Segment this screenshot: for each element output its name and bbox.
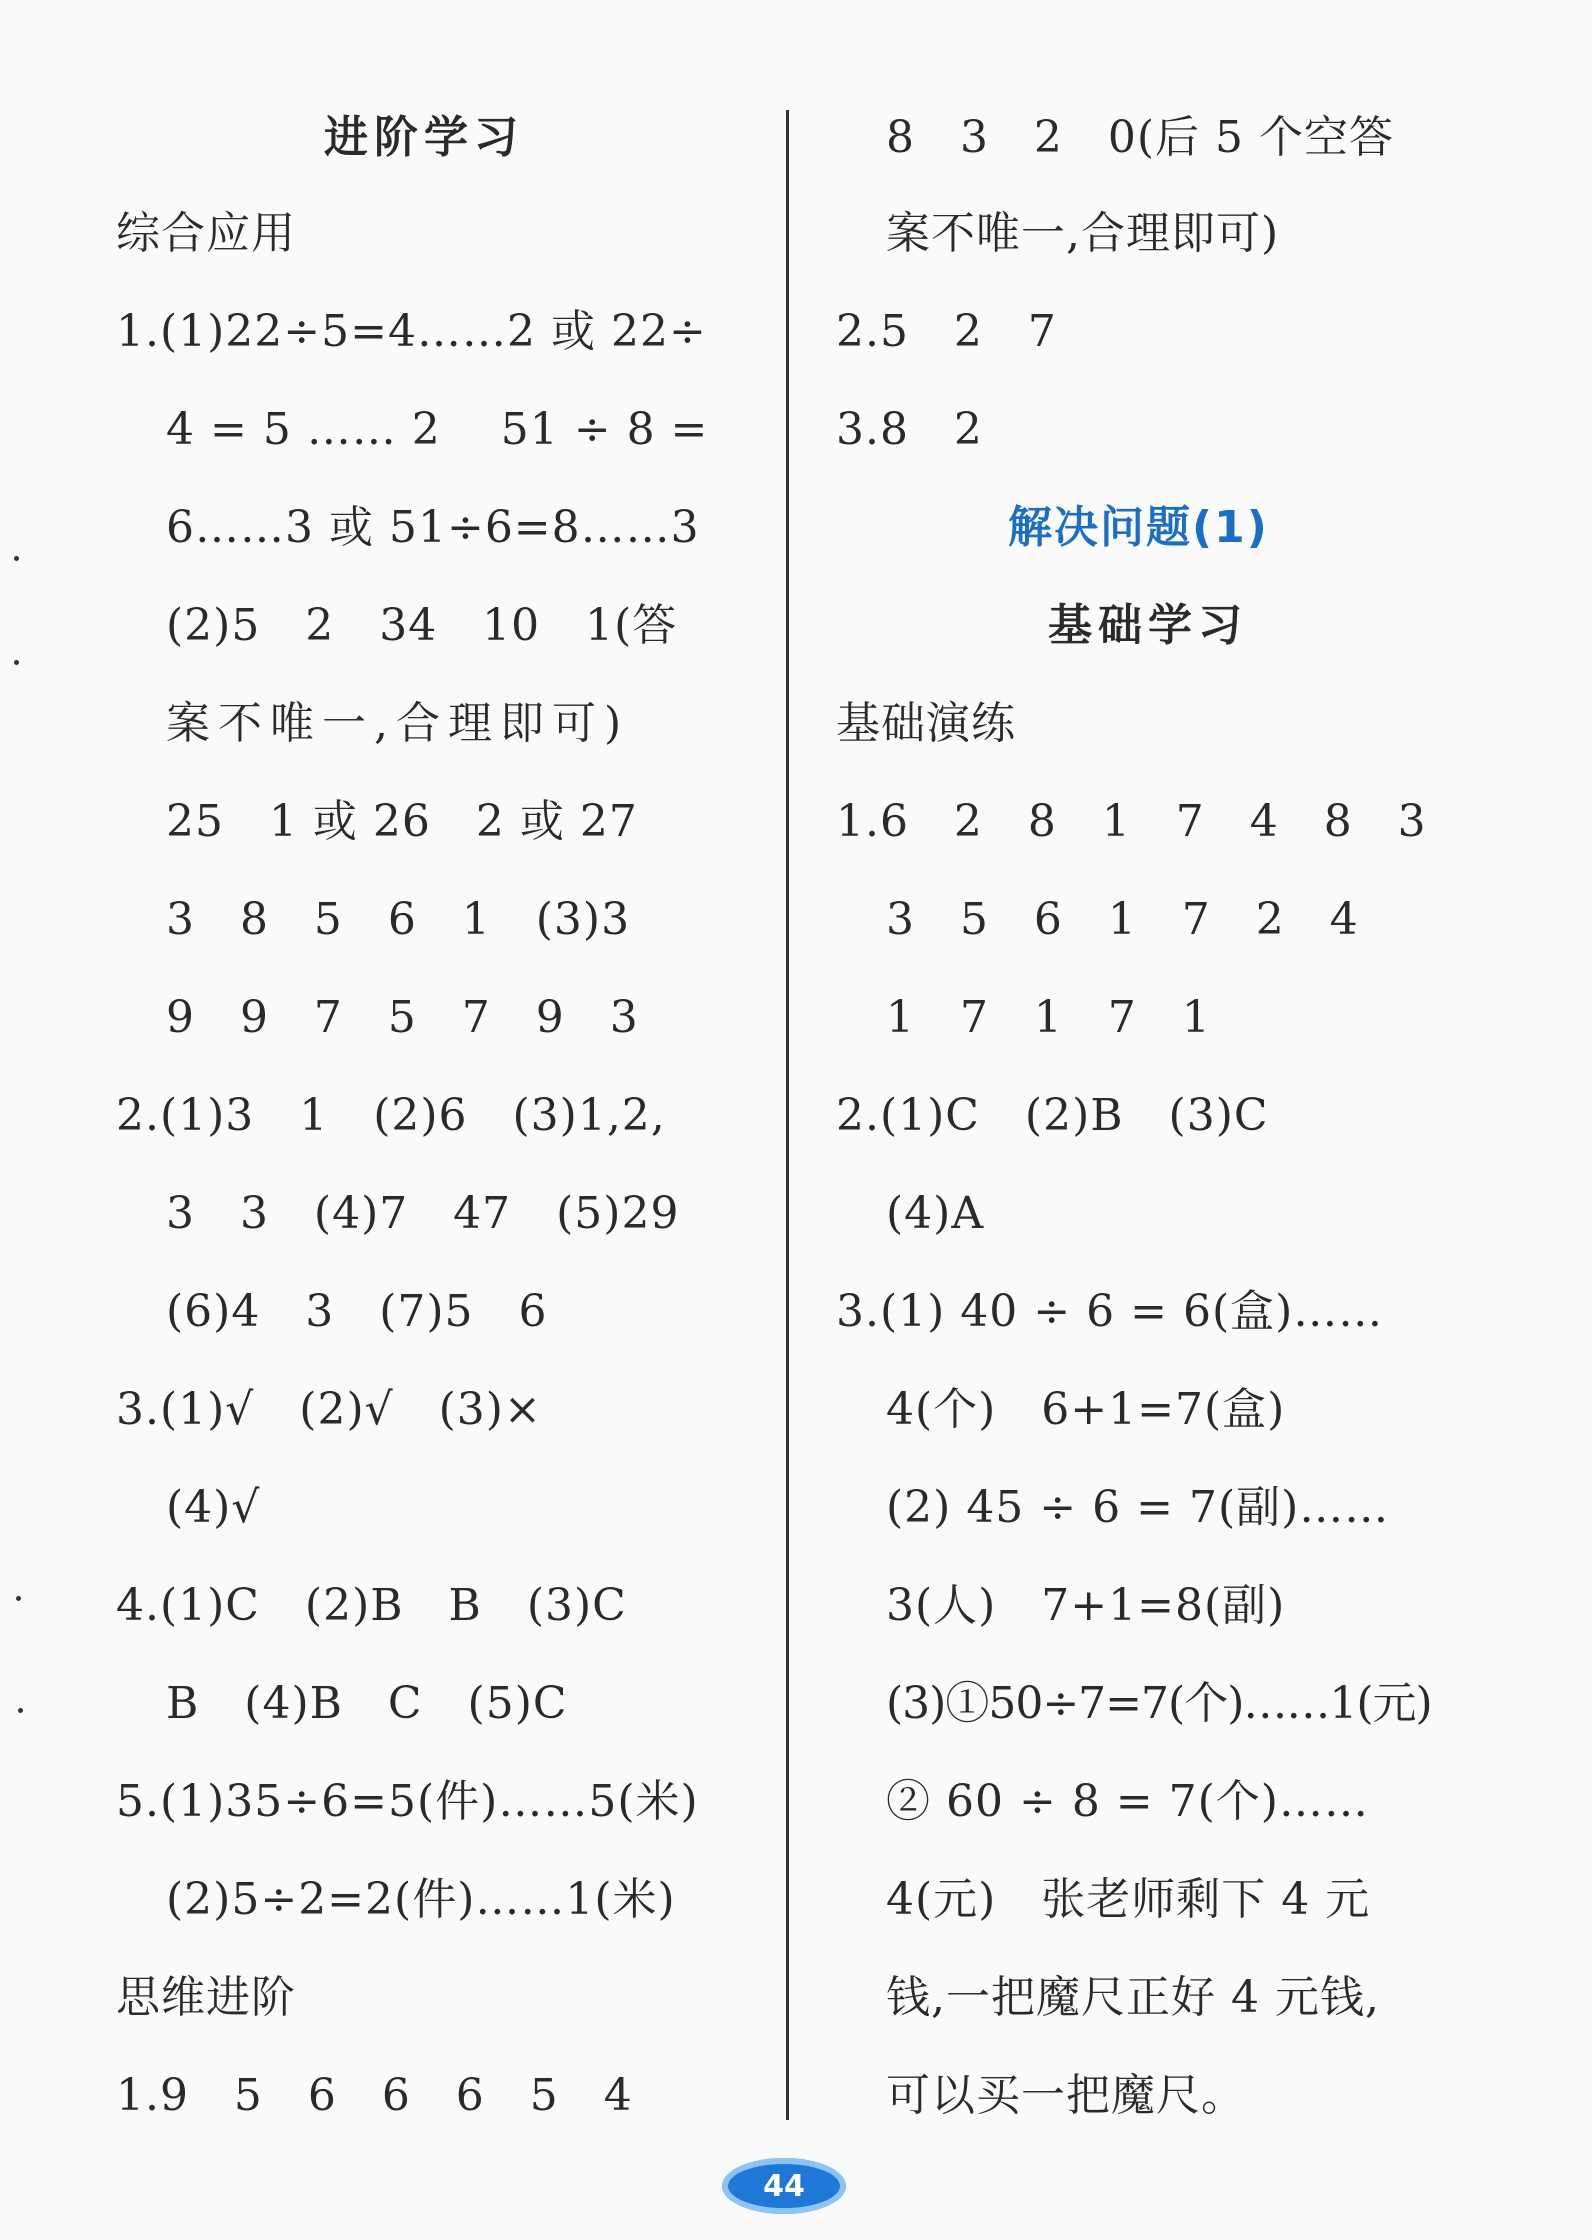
right-line-top-1: 案不唯一,合理即可) bbox=[886, 208, 1280, 259]
margin-mark bbox=[14, 556, 19, 561]
left-heading: 进阶学习 bbox=[324, 112, 524, 163]
right-line-5: 3.(1) 40 ÷ 6 = 6(盒)…… bbox=[836, 1286, 1384, 1337]
left-line-15: 5.(1)35÷6=5(件)……5(米) bbox=[116, 1776, 699, 1827]
left-subheading-2: 思维进阶 bbox=[116, 1972, 296, 2023]
right-line-top-2: 2.5 2 7 bbox=[836, 306, 1057, 357]
left-line-1: 4 = 5 …… 2 51 ÷ 8 = bbox=[166, 404, 709, 455]
column-divider bbox=[786, 110, 789, 2120]
left-line-0: 1.(1)22÷5=4……2 或 22÷ bbox=[116, 306, 707, 357]
right-line-12: 钱,一把魔尺正好 4 元钱, bbox=[886, 1972, 1380, 2023]
left-line-5: 25 1 或 26 2 或 27 bbox=[166, 796, 638, 847]
margin-mark bbox=[14, 660, 19, 665]
margin-mark bbox=[18, 1708, 23, 1713]
right-line-top-3: 3.8 2 bbox=[836, 404, 983, 455]
left-line-9: 3 3 (4)7 47 (5)29 bbox=[166, 1188, 680, 1239]
right-line-7: (2) 45 ÷ 6 = 7(副)…… bbox=[886, 1482, 1390, 1533]
margin-mark bbox=[16, 1596, 21, 1601]
page-number-text: 44 bbox=[763, 2168, 805, 2204]
right-subheading: 基础演练 bbox=[836, 698, 1016, 749]
left-last-line: 1.9 5 6 6 6 5 4 bbox=[116, 2070, 633, 2121]
right-line-4: (4)A bbox=[886, 1188, 985, 1239]
right-line-13: 可以买一把魔尺。 bbox=[886, 2070, 1246, 2121]
section-title: 解决问题(1) bbox=[1008, 502, 1269, 553]
right-line-0: 1.6 2 8 1 7 4 8 3 bbox=[836, 796, 1427, 847]
right-line-9: (3)①50÷7=7(个)……1(元) bbox=[886, 1678, 1432, 1729]
right-line-10: ② 60 ÷ 8 = 7(个)…… bbox=[886, 1776, 1369, 1827]
left-line-7: 9 9 7 5 7 9 3 bbox=[166, 992, 639, 1043]
page-number bbox=[722, 2158, 846, 2214]
left-line-12: (4)√ bbox=[166, 1482, 261, 1533]
left-line-4: 案不唯一,合理即可) bbox=[166, 698, 630, 749]
right-line-3: 2.(1)C (2)B (3)C bbox=[836, 1090, 1269, 1141]
right-line-8: 3(人) 7+1=8(副) bbox=[886, 1580, 1286, 1631]
left-line-6: 3 8 5 6 1 (3)3 bbox=[166, 894, 631, 945]
right-line-top-0: 8 3 2 0(后 5 个空答 bbox=[886, 112, 1394, 163]
right-line-6: 4(个) 6+1=7(盒) bbox=[886, 1384, 1286, 1435]
left-line-11: 3.(1)√ (2)√ (3)× bbox=[116, 1384, 542, 1435]
right-line-1: 3 5 6 1 7 2 4 bbox=[886, 894, 1359, 945]
left-line-3: (2)5 2 34 10 1(答 bbox=[166, 600, 678, 651]
left-line-2: 6……3 或 51÷6=8……3 bbox=[166, 502, 700, 553]
right-line-2: 1 7 1 7 1 bbox=[886, 992, 1211, 1043]
right-line-11: 4(元) 张老师剩下 4 元 bbox=[886, 1874, 1371, 1925]
left-line-14: B (4)B C (5)C bbox=[166, 1678, 568, 1729]
left-line-8: 2.(1)3 1 (2)6 (3)1,2, bbox=[116, 1090, 666, 1141]
left-line-10: (6)4 3 (7)5 6 bbox=[166, 1286, 548, 1337]
left-line-13: 4.(1)C (2)B B (3)C bbox=[116, 1580, 627, 1631]
left-subheading-1: 综合应用 bbox=[116, 208, 296, 259]
left-line-16: (2)5÷2=2(件)……1(米) bbox=[166, 1874, 676, 1925]
right-heading: 基础学习 bbox=[1048, 600, 1248, 651]
